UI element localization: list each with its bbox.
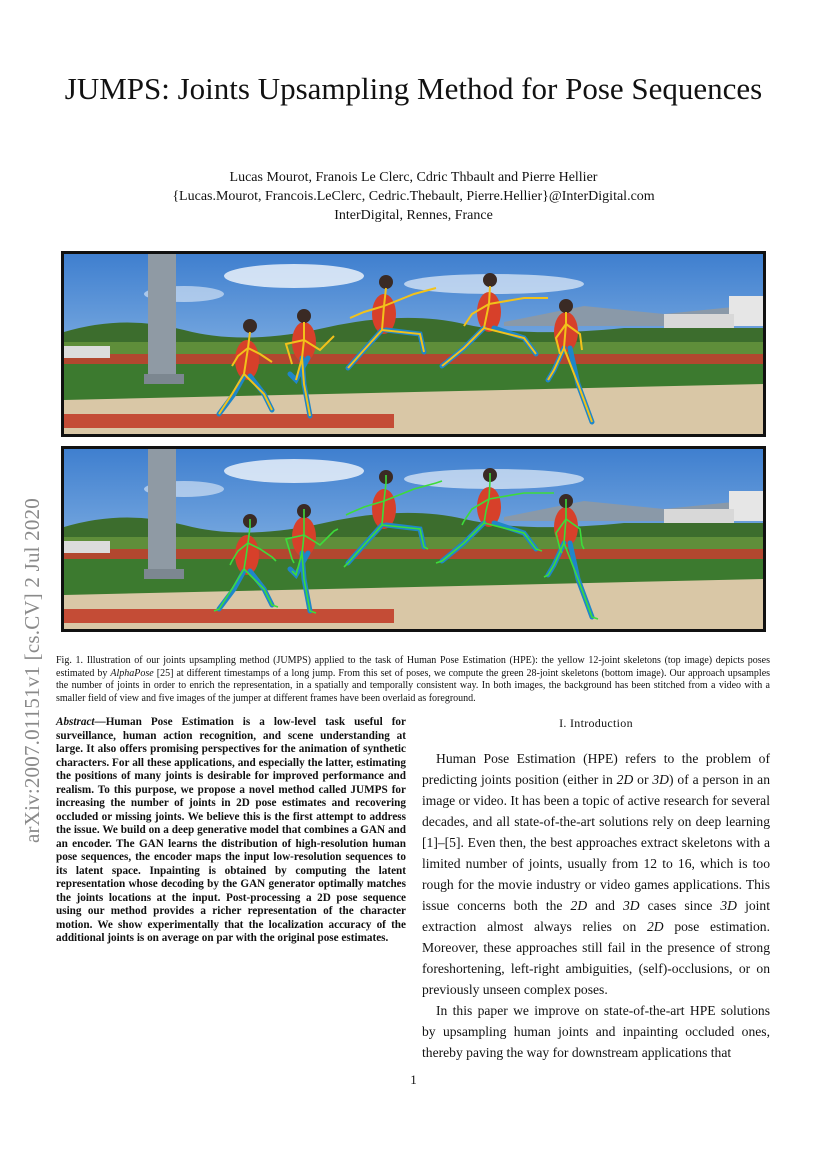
intro-p1-3d-b: 3D xyxy=(622,898,640,913)
caption-label: Fig. 1. xyxy=(56,655,84,666)
intro-p1-c: ) of a person in an image or video. It has been a topic of active research for several decades, and all state-of-the-art solutions rely on deep learning [1]–[5]. Even then, the best approaches extract skeletons with a limited number of joints, usually from 12 to 16, which is too rough for the movie industry or video games applications. This issue concerns both the xyxy=(422,772,770,913)
abstract-lead: Abstract xyxy=(56,716,95,728)
abstract-text: —Human Pose Estimation is a low-level task useful for surveillance, human action recognition, and scene understanding at large. It also offers promising perspectives for the animation of synthetic characters. For all these applications, and especially the latter, estimating the positions of many joints is desirable for improved performance and realism. To this purpose, we propose a novel method called JUMPS for increasing the number of joints in 2D pose estimates and recovering occluded or missing joints. We believe this is the first attempt to address the issue. We build on a deep generative model that combines a GAN and an encoder. The GAN learns the distribution of high-resolution human pose sequences, the encoder maps the input low-resolution sequences to its latent space. Inpainting is obtained by computing the latent representation whose decoding by the GAN generator optimally matches the joints locations at the input. Post-processing a 2D pose sequence using our method provides a richer representation of the character motion. We show experimentally that the localization accuracy of the additional joints is on average on par with the original pose estimates. xyxy=(56,716,406,944)
intro-p1-2d-b: 2D xyxy=(570,898,588,913)
intro-p1-2d-c: 2D xyxy=(646,919,664,934)
figure-1 xyxy=(61,251,766,635)
arxiv-stamp: arXiv:2007.01151v1 [cs.CV] 2 Jul 2020 xyxy=(20,498,44,843)
section-heading-introduction: I. Introduction xyxy=(559,716,633,730)
intro-paragraph-1 xyxy=(422,748,770,1000)
long-jump-photo-12-joint xyxy=(64,254,763,434)
intro-p1-f: joint extraction almost always relies on xyxy=(422,898,770,934)
caption-alphapose: AlphaPose xyxy=(110,667,154,679)
intro-p1-e: cases since xyxy=(639,898,721,913)
intro-paragraph-2: In this paper we improve on state-of-the-art HPE solutions by upsampling human joints and inpainting occluded ones, thereby paving the way for downstream applications that xyxy=(422,1003,770,1060)
figure-bottom-image xyxy=(61,446,766,632)
figure-top-image xyxy=(61,251,766,437)
intro-p1-3d: 3D xyxy=(652,772,669,787)
intro-p1-a: Human Pose Estimation (HPE) refers to the problem of predicting joints position (either in xyxy=(422,751,770,787)
author-names: Lucas Mourot, Franois Le Clerc, Cdric Thbault and Pierre Hellier xyxy=(229,170,598,185)
intro-p1-3d-c: 3D xyxy=(720,898,737,913)
author-emails: {Lucas.Mourot, Francois.LeClerc, Cedric.Thebault, Pierre.Hellier}@InterDigital.com xyxy=(172,189,655,204)
intro-p1-g: pose estimation. Moreover, these approaches still fail in the presence of strong foreshortening, left-right ambiguities, (self)-occlusions, or on previously unseen complex poses. xyxy=(422,919,770,997)
page-number: 1 xyxy=(410,1072,417,1087)
introduction-body xyxy=(422,748,770,1063)
abstract xyxy=(56,716,406,946)
intro-p1-2d: 2D xyxy=(616,772,634,787)
author-block xyxy=(60,168,767,225)
author-affiliation: InterDigital, Rennes, France xyxy=(334,208,493,223)
caption-text-1: Illustration of our joints upsampling method (JUMPS) applied to the task of Human Pose Estimation (HPE): the yellow 12-joint skeletons (top image) depicts poses estimated by xyxy=(56,655,771,679)
figure-caption xyxy=(56,655,770,705)
paper-title: JUMPS: Joints Upsampling Method for Pose Sequences xyxy=(64,71,763,106)
long-jump-photo-28-joint xyxy=(64,449,763,629)
caption-text-2: [25] at different timestamps of a long jump. From this set of poses, we compute the green 28-joint skeletons (bottom image). Our approach upsamples the number of joints in order to enrich the representation, in a spatially and temporally consistent way. In both images, the background has been stitched from a video with a smaller field of view and five images of the jumper at different frames have been overlaid as foreground. xyxy=(56,667,771,704)
intro-p1-d: and xyxy=(587,898,623,913)
intro-p1-b: or xyxy=(633,772,653,787)
